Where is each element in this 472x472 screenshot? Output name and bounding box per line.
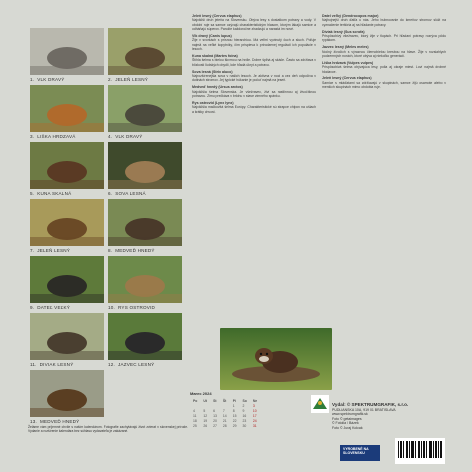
thumbnail-label: JELEŇ LESNÝ <box>115 77 149 82</box>
thumbnail-image <box>108 142 182 189</box>
calendar-day: 17 <box>252 413 257 418</box>
species-description: Najväčší druh jeleňa na Slovensku. Obýva lesy s dostatkom potravy a vody. V období ruje sa samce ozývajú charakteristickým hlasom, ktorým lákajú samice a odháňajú súperov. Parožie každoročne zhadzujú a narastá im nové. <box>192 18 316 32</box>
publisher-logo <box>311 395 329 413</box>
photo-credit-2: © Fotolia / Bázek <box>332 421 359 425</box>
text-column-right <box>322 14 446 314</box>
thumbnail-number: 3. <box>30 134 35 139</box>
species-heading: Medveď hnedý (Ursus arctos) <box>192 85 243 90</box>
species-description: Najväčšia šelma Slovenska. Je všežravec, živí sa rastlinnou aj živočíšnou potravou. Zimu prečkáva v brlohu v stave zimného spánku. <box>192 89 316 99</box>
thumbnail-label: SOVA LESNÁ <box>115 191 146 196</box>
species-description: Najrozšírenejšia sova v našich lesoch. Je aktívna v noci a cez deň odpočíva v dutinách stromov. Jej typické húkanie je počuť najmä na jeseň. <box>192 74 316 83</box>
species-description: Nočný živočích s výraznou čiernobielou kresbou na hlave. Žije v rozsiahlych podzemných norách, ktoré obýva aj niekoľko generácií. <box>322 49 446 59</box>
thumbnail-number: 13. <box>30 419 37 424</box>
species-description: Štíhla šelma s bielou škvrnou na hrdle. Dobre šplhá aj skáče. Často sa zdržiava v blízkosti ľudských obydlí, kde hľadá úkryt a potravu. <box>192 58 316 67</box>
thumbnail-caption <box>108 191 146 196</box>
calendar-day: 21 <box>222 418 227 423</box>
thumbnail-caption <box>108 305 155 310</box>
calendar-day: 7 <box>222 408 225 413</box>
publisher-name: Vydal: © SPEKTRUMGRAFIK, s.r.o. <box>332 402 409 407</box>
calendar-day: 19 <box>203 418 208 423</box>
thumbnail-number: 11. <box>30 362 37 367</box>
calendar-day: 20 <box>213 418 217 423</box>
thumbnail-image <box>30 85 104 132</box>
calendar-day: 25 <box>193 423 197 428</box>
thumbnail-label: LIŠKA HRDZAVÁ <box>37 134 76 139</box>
thumbnail-label: JAZVEC LESNÝ <box>118 362 155 367</box>
thumbnail-caption <box>30 248 70 253</box>
photo-credit-3: Foto © Juraj Kolcak <box>332 425 363 430</box>
thumbnail-number: 9. <box>30 305 35 310</box>
thumbnail-label: VLK DRAVÝ <box>37 77 65 82</box>
thumbnail-number: 8. <box>108 248 113 253</box>
calendar-day: 31 <box>252 423 257 428</box>
thumbnail-label: JELEŇ LESNÝ <box>37 248 71 253</box>
thumbnail-number: 10. <box>108 305 115 310</box>
calendar-day: 9 <box>242 408 245 413</box>
calendar-day: 10 <box>252 408 257 413</box>
thumbnail-number: 2. <box>108 77 113 82</box>
thumbnail-image <box>108 256 182 303</box>
thumbnail-image <box>108 313 182 360</box>
thumbnail-label: KUNA SKALNÁ <box>37 191 72 196</box>
calendar-day: 11 <box>193 413 197 418</box>
calendar-day: 4 <box>193 408 195 413</box>
species-heading: Sova lesná (Strix aluco) <box>192 69 233 74</box>
species-heading: Vlk dravý (Canis lupus) <box>192 34 232 39</box>
thumbnail-caption <box>108 134 142 139</box>
thumbnail-image <box>108 28 182 75</box>
thumbnail-image <box>30 313 104 360</box>
thumbnail-image <box>30 256 104 303</box>
species-description: Prispôsobivý všežravec, ktorý žije v tlupách. Pri hľadaní potravy rozrýva pôdu rypákom. <box>322 34 446 43</box>
thumbnail-caption <box>30 419 79 424</box>
thumbnail-caption <box>108 362 154 367</box>
calendar-day: 22 <box>232 418 237 423</box>
thumbnail-number: 4. <box>108 134 113 139</box>
species-heading: Diviak lesný (Sus scrofa) <box>322 29 365 34</box>
thumbnail-caption <box>30 305 70 310</box>
calendar-day: 12 <box>203 413 208 418</box>
thumbnail-caption <box>108 248 155 253</box>
calendar-day: 16 <box>242 413 247 418</box>
calendar-day: 1 <box>232 403 235 408</box>
thumbnail-number: 12. <box>108 362 115 367</box>
thumbnail-label: MEDVEĎ HNEDÝ <box>115 248 155 253</box>
species-heading: Jazvec lesný (Meles meles) <box>322 45 369 50</box>
calendar-day: 3 <box>252 403 255 408</box>
calendar-day: 27 <box>213 423 217 428</box>
species-heading: Jeleň lesný (Cervus elaphus) <box>192 14 242 18</box>
made-in-slovakia-badge: VYROBENÉ NA SLOVENSKU <box>340 445 380 461</box>
footer-note: Želáme vám príjemné chvíle s naším kalendárom. Fotografie zachytávajú život zvierat v slovenskej prírode. Vydanie a rozšírenie kalendára bez súhlasu vydavateľa je zakázané. <box>28 425 188 434</box>
thumbnail-number: 5. <box>30 191 35 196</box>
weekday-label: Pi <box>232 398 236 403</box>
thumbnail-number: 6. <box>108 191 113 196</box>
thumbnail-image <box>30 142 104 189</box>
thumbnail-caption <box>30 362 73 367</box>
thumbnail-label: RYS OSTROVID <box>118 305 156 310</box>
weekday-label: St <box>213 398 217 403</box>
species-description: Samice s mláďatami sa zdržiavajú v skupinách, samce žijú osamote alebo v menších skupinách mimo obdobia ruje. <box>322 80 446 90</box>
thumbnail-image <box>30 28 104 75</box>
species-description: Prispôsobivá šelma obývajúca lesy, polia aj okraje miest. Loví najmä drobné hlodavce. <box>322 65 446 74</box>
calendar-day: 8 <box>232 408 235 413</box>
thumbnail-label: VLK DRAVÝ <box>115 134 143 139</box>
hero-image <box>220 328 332 390</box>
weekday-label: So <box>242 398 247 403</box>
species-heading: Liška hrdzavá (Vulpes vulpes) <box>322 60 374 65</box>
photo-credit-1: Foto © getaimages <box>332 416 362 421</box>
thumbnail-caption <box>30 134 76 139</box>
species-heading: Kuna skalná (Martes foina) <box>192 54 238 59</box>
species-description: Najväčšia mačkovitá šelma Európy. Charakteristické sú strapce chlpov na ušiach a krátky chvost. <box>192 105 316 114</box>
species-heading: Datel veľký (Dendrocopos major) <box>322 14 379 18</box>
calendar-day: 26 <box>203 423 208 428</box>
species-description: Najhojnejší druh ďatľa u nás. Jeho bubnovanie do kmeňov stromov slúži na vyznačenie teritória aj na hľadanie potravy. <box>322 18 446 27</box>
publisher-info <box>332 403 422 430</box>
calendar-table <box>190 398 260 428</box>
calendar-day: 6 <box>213 408 216 413</box>
calendar-month-title: Marec 2024 <box>190 391 212 396</box>
species-heading: Jeleň lesný (Cervus elaphus) <box>322 76 372 81</box>
weekday-label: Po <box>193 398 198 403</box>
thumbnail-image <box>108 199 182 246</box>
barcode <box>395 438 445 464</box>
thumbnail-image <box>108 85 182 132</box>
calendar-day: 29 <box>232 423 237 428</box>
thumbnail-number: 7. <box>30 248 35 253</box>
thumbnail-caption <box>30 191 71 196</box>
thumbnail-label: MEDVEĎ HNEDÝ <box>40 419 80 424</box>
thumbnail-number: 1. <box>30 77 35 82</box>
calendar-day: 30 <box>242 423 247 428</box>
thumbnail-caption <box>30 77 64 82</box>
weekday-label: Ut <box>203 398 207 403</box>
thumbnail-image <box>30 199 104 246</box>
calendar-day: 28 <box>222 423 227 428</box>
publisher-website[interactable]: www.spektrumgrafik.sk <box>332 412 368 416</box>
calendar-day: 18 <box>193 418 197 423</box>
calendar-day: 5 <box>203 408 206 413</box>
calendar-day: 24 <box>252 418 257 423</box>
calendar-day: 15 <box>232 413 237 418</box>
species-heading: Rys ostrovid (Lynx lynx) <box>192 100 234 105</box>
thumbnail-label: DIVIAK LESNÝ <box>39 362 74 367</box>
thumbnail-label: DATEĽ VEĽKÝ <box>37 305 70 310</box>
thumbnail-image <box>30 370 104 417</box>
calendar-day: 23 <box>242 418 247 423</box>
month-calendar <box>190 391 330 431</box>
weekday-label: Št <box>222 398 227 403</box>
species-description: Žije v svorkách s prísnou hierarchiou. Má veľmi vyvinutý čuch a sluch. Poľuje najmä na veľké kopytníky, čím prispieva k prirodzenej regulácii ich populácie v lesoch. <box>192 38 316 52</box>
calendar-day: 2 <box>242 403 245 408</box>
calendar-day: 13 <box>213 413 217 418</box>
calendar-day: 14 <box>222 413 227 418</box>
weekday-label: Ne <box>252 398 258 403</box>
thumbnail-caption <box>108 77 148 82</box>
text-column-left <box>192 14 316 314</box>
publisher-address: PUDLIANSKA 10A, 919 01 BRATISLAVA <box>332 407 396 412</box>
